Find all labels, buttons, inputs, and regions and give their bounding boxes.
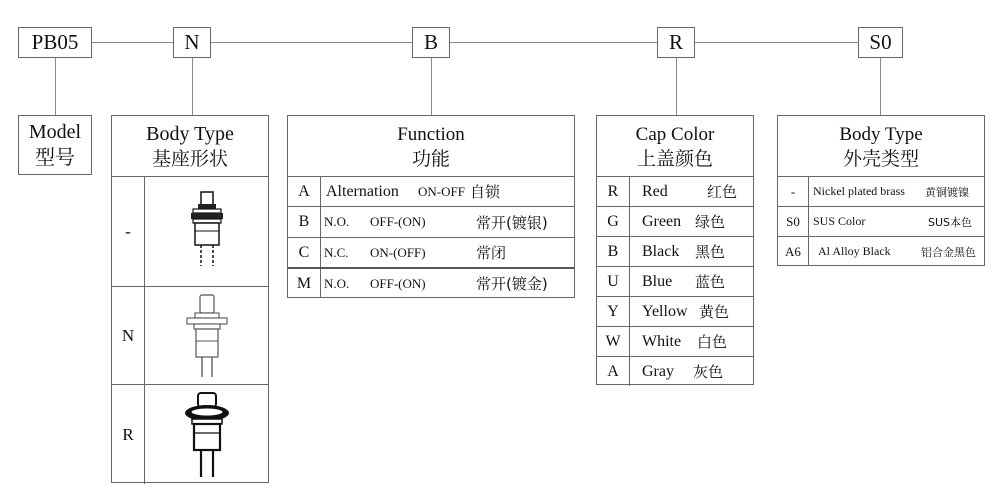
table-row [288,237,574,267]
shell-type-en: Al Alloy Black [818,244,891,258]
cap-color-en: Green [642,212,682,230]
body-type-table [111,115,269,483]
function-code: C [298,243,310,261]
cap-color-code: Y [607,302,619,320]
cap-color-title-en: Cap Color [635,124,715,145]
table-row [288,206,574,237]
cap-color-en: Red [642,182,668,200]
table-row [288,267,574,298]
code-box-body-type2: S0 [858,27,903,58]
shell-type-en: SUS Color [813,214,866,228]
code-box-body-type: N [173,27,211,58]
code-box-function: B [412,27,450,58]
function-title-cn: 功能 [411,148,450,170]
body-type-connector [192,58,193,115]
body-type-title-cn: 基座形状 [151,148,228,170]
cap-color-connector [676,58,677,115]
cap-color-cn: 黑色 [695,243,726,261]
function-code: B [298,213,310,230]
function-type: N.C. [324,244,349,260]
function-cn: 常开(镀金) [476,275,548,293]
table-row [288,176,574,206]
cap-color-en: Gray [642,362,674,380]
shell-type-cn: SUS本色 [928,215,973,229]
function-cn: 常开(镀银) [476,213,548,232]
body-type2-connector [880,58,881,115]
cap-color-title-cn: 上盖颜色 [636,148,713,170]
button-n-drawing [177,289,237,383]
code-box-model: PB05 [18,27,92,58]
shell-type-code: A6 [785,243,801,259]
function-state: OFF-(ON) [370,214,426,229]
table-row [597,176,753,206]
shell-type-code: - [790,183,796,199]
shell-type-cn: 黄铜镀镍 [925,185,969,199]
shell-type-en: Nickel plated brass [813,184,905,198]
function-main: Alternation [326,182,399,200]
cap-color-cn: 白色 [697,333,728,351]
model-title-en: Model [28,121,82,143]
model-title-cn: 型号 [35,145,75,169]
function-type: N.O. [324,275,350,291]
shell-type-table [777,115,985,266]
cap-color-code: R [607,182,619,200]
body-type-code: - [125,221,131,241]
cap-color-cn: 红色 [707,183,738,201]
function-connector [431,58,432,115]
code-box-cap-color: R [657,27,695,58]
table-row [112,384,268,484]
table-row [597,236,753,266]
body-type-title-en: Body Type [146,123,234,145]
table-row [112,286,268,384]
shell-type-title-cn: 外壳类型 [842,148,919,170]
function-type: N.O. [324,214,350,229]
shell-type-title-en: Body Type [839,124,923,145]
cap-color-cn: 绿色 [695,213,726,231]
function-cn: 自锁 [470,183,501,201]
cap-color-code: A [607,362,619,380]
model-connector [55,58,56,115]
cap-color-en: Yellow [642,302,688,320]
shell-type-cn: 铝合金黑色 [921,245,976,259]
cap-color-cn: 灰色 [693,363,724,381]
function-state: ON-OFF [418,183,465,199]
body-type-code: R [122,424,134,444]
table-row [778,206,984,236]
table-row [597,266,753,296]
function-cn: 常闭 [476,244,507,262]
function-state: ON-(OFF) [370,244,426,260]
model-box [18,115,92,175]
function-title-en: Function [397,124,465,145]
function-state: OFF-(ON) [370,275,426,291]
cap-color-code: U [607,272,619,290]
body-type-code: N [121,325,135,345]
table-row [597,356,753,386]
cap-color-code: G [607,212,619,230]
button-dash-drawing [177,182,237,282]
cap-color-cn: 蓝色 [695,273,726,291]
table-row [112,176,268,286]
table-row [597,296,753,326]
cap-color-table [596,115,754,385]
function-code: A [298,182,310,200]
table-row [597,206,753,236]
cap-color-code: W [605,332,621,350]
cap-color-cn: 黄色 [699,303,730,321]
cap-color-en: Blue [642,272,673,290]
cap-color-en: White [642,332,682,350]
button-r-drawing [175,387,239,483]
cap-color-en: Black [642,242,680,260]
table-row [597,326,753,356]
function-code: M [296,274,312,292]
cap-color-code: B [607,242,619,260]
table-row [778,176,984,206]
table-row [778,236,984,266]
function-table [287,115,575,298]
shell-type-code: S0 [786,213,800,229]
